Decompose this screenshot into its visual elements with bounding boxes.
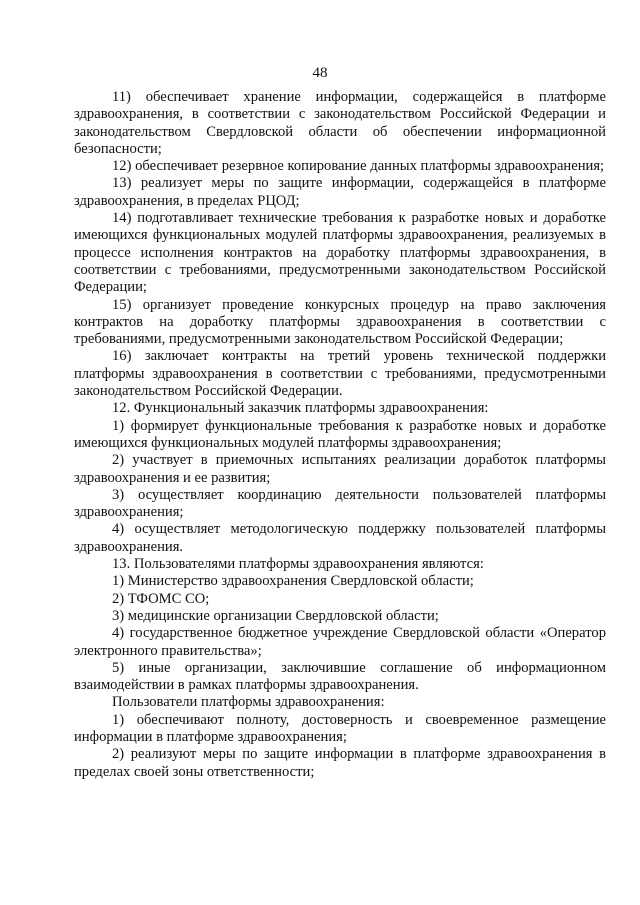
page-number: 48 (312, 65, 328, 81)
users-item-1: 1) Министерство здравоохранения Свердловской области; (112, 573, 474, 590)
paragraph-15-procurement: 15) организует проведение конкурсных процедур на право заключения контрактов на доработку платформы здравоохранения в соответствии с требованиями, предусмотренными законодательством Российской Федерации; (74, 296, 606, 348)
users-duties-heading: Пользователи платформы здравоохранения: (112, 694, 385, 711)
document-body (74, 89, 606, 781)
users-item-5: 5) иные организации, заключившие соглашение об информационном взаимодействии в рамках платформы здравоохранения. (74, 659, 606, 694)
customer-item-3: 3) осуществляет координацию деятельности пользователей платформы здравоохранения; (74, 486, 606, 521)
users-duty-1: 1) обеспечивают полноту, достоверность и своевременное размещение информации в платформе здравоохранения; (74, 711, 606, 745)
customer-item-4: 4) осуществляет методологическую поддержку пользователей платформы здравоохранения. (74, 521, 606, 555)
paragraph-13-protection: 13) реализует меры по защите информации, содержащейся в платформе здравоохранения, в пределах РЦОД; (74, 175, 606, 209)
customer-item-1: 1) формирует функциональные требования к разработке новых и доработке имеющихся функциональных модулей платформы здравоохранения; (74, 417, 606, 451)
users-item-4: 4) государственное бюджетное учреждение Свердловской области «Оператор электронного правительства»; (74, 625, 606, 659)
users-duty-2: 2) реализуют меры по защите информации в платформе здравоохранения в пределах своей зоны ответственности; (74, 746, 606, 780)
section-13-heading: 13. Пользователями платформы здравоохранения являются: (112, 556, 484, 573)
users-item-3: 3) медицинские организации Свердловской области; (112, 607, 439, 624)
section-12-heading: 12. Функциональный заказчик платформы здравоохранения: (112, 400, 489, 417)
paragraph-16-contracts: 16) заключает контракты на третий уровень технической поддержки платформы здравоохранения в соответствии с требованиями, предусмотренными законодательством Российской Федерации. (74, 348, 606, 400)
paragraph-12-backup: 12) обеспечивает резервное копирование данных платформы здравоохранения; (112, 158, 605, 175)
customer-item-2: 2) участвует в приемочных испытаниях реализации доработок платформы здравоохранения и ее развития; (74, 452, 606, 486)
paragraph-11-storage: 11) обеспечивает хранение информации, содержащейся в платформе здравоохранения, в соответствии с законодательством Российской Федерации и законодательством Свердловской области об обеспечении информационной безопасности; (74, 89, 606, 157)
users-item-2: 2) ТФОМС СО; (112, 590, 210, 607)
paragraph-14-requirements: 14) подготавливает технические требования к разработке новых и доработке имеющихся функциональных модулей платформы здравоохранения, реализуемых в процессе исполнения контрактов на доработку платформы здравоохранения, в соответствии с требованиями, предусмотренными законодательством Российской Федерации; (74, 210, 606, 296)
